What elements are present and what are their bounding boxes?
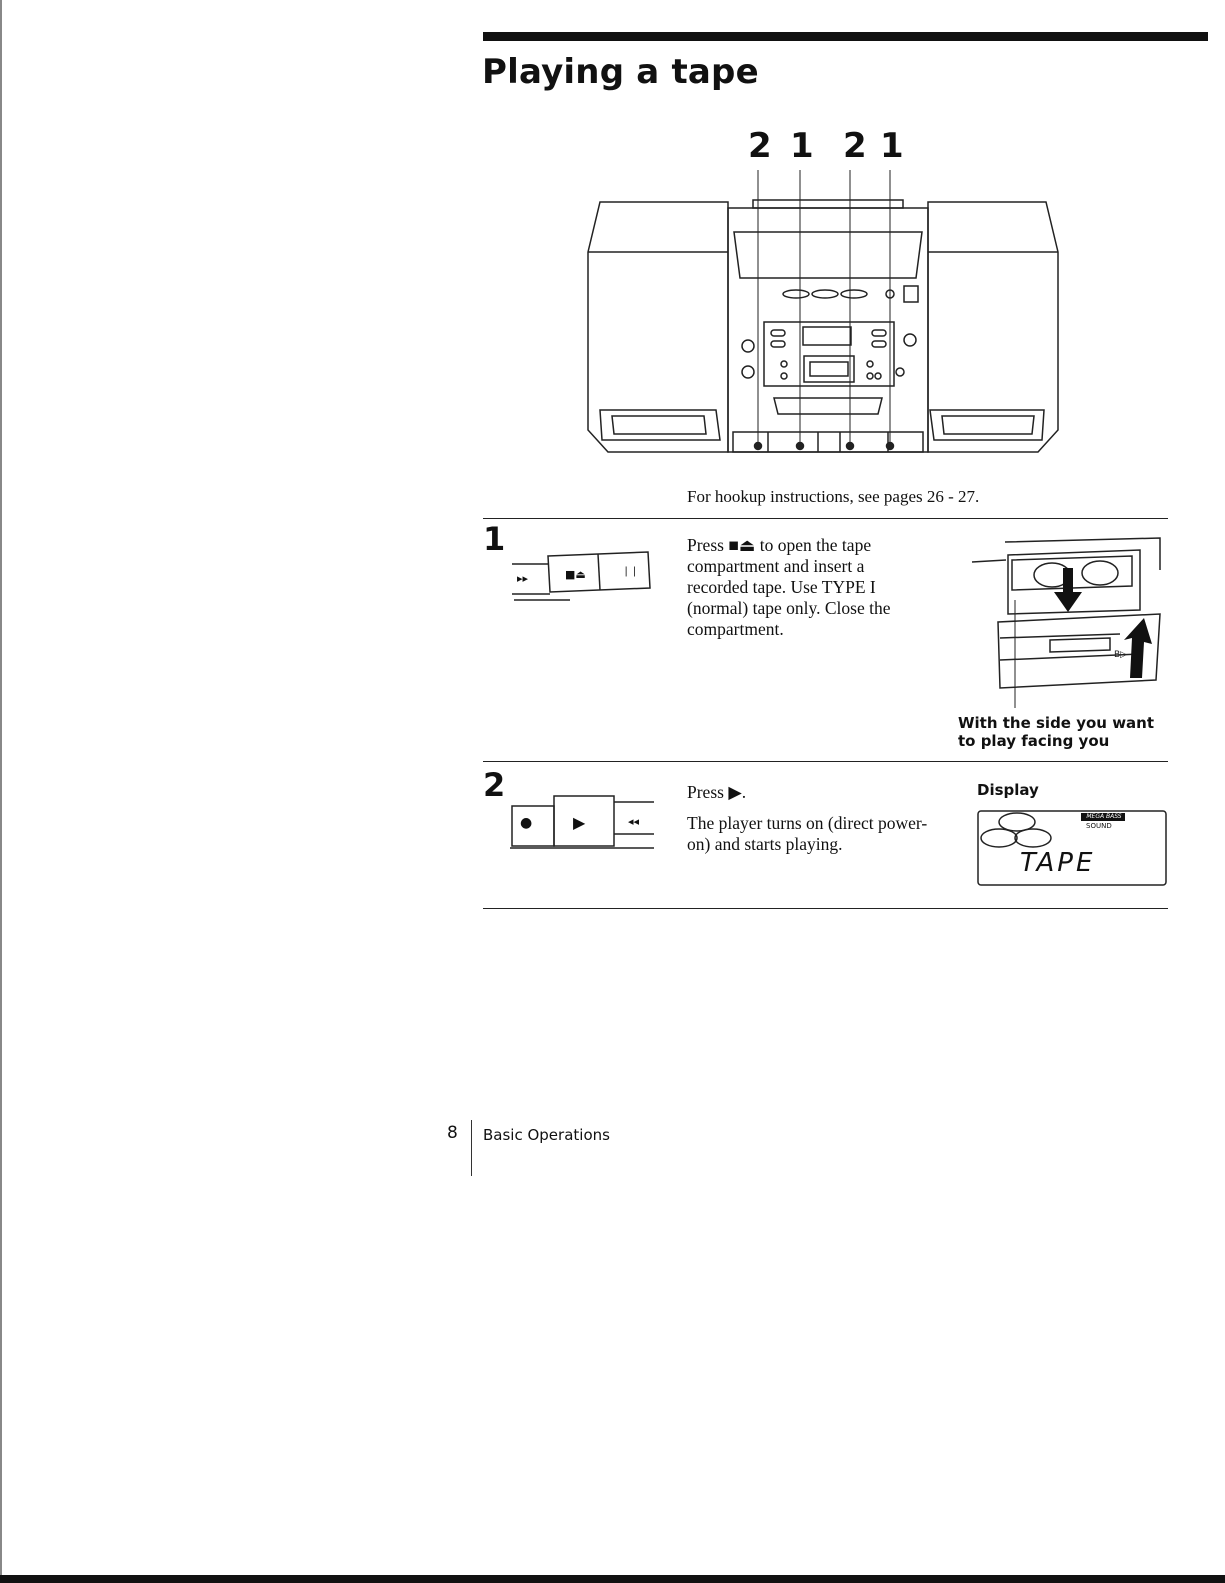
hookup-note: For hookup instructions, see pages 26 - 27. bbox=[687, 487, 980, 506]
cassette-caption: With the side you want to play facing you bbox=[958, 714, 1155, 750]
section-name: Basic Operations bbox=[483, 1126, 610, 1144]
title-rule bbox=[483, 32, 1208, 41]
display-label: Display bbox=[977, 781, 1039, 799]
step-1-text bbox=[687, 535, 927, 650]
rewind-button: ◂◂ bbox=[628, 815, 640, 828]
page-title: Playing a tape bbox=[482, 52, 759, 92]
step-paragraph: Press ■⏏ to open the tape compartment and insert a recorded tape. Use TYPE I (normal) tape only. Close the compartment. bbox=[687, 535, 891, 639]
footer-divider bbox=[471, 1120, 472, 1176]
sound-label: SOUND bbox=[1086, 822, 1112, 830]
cassette-insert-illustration bbox=[960, 530, 1170, 720]
step-number: 2 bbox=[483, 766, 506, 804]
mega-bass-badge: MEGA BASS bbox=[1086, 813, 1122, 820]
boombox-illustration bbox=[578, 160, 1068, 470]
step-2-text bbox=[687, 782, 937, 865]
play-button: ▶ bbox=[573, 813, 586, 832]
pause-button: ❘❘ bbox=[622, 566, 639, 577]
step-number: 1 bbox=[483, 520, 506, 558]
scan-bottom-edge bbox=[0, 1575, 1225, 1583]
callout-number: 1 bbox=[880, 126, 904, 166]
stop-eject-button: ■⏏ bbox=[565, 568, 586, 581]
divider bbox=[483, 518, 1168, 519]
step-paragraph: Press ▶. bbox=[687, 782, 747, 802]
divider bbox=[483, 761, 1168, 762]
callout-number: 1 bbox=[790, 126, 814, 166]
divider bbox=[483, 908, 1168, 909]
scan-left-edge bbox=[0, 0, 2, 1583]
page-number: 8 bbox=[447, 1123, 458, 1143]
step-paragraph: The player turns on (direct power-on) and starts playing. bbox=[687, 813, 928, 854]
fast-forward-button: ▸▸ bbox=[517, 572, 529, 585]
callout-number: 2 bbox=[748, 126, 772, 166]
callout-number: 2 bbox=[843, 126, 867, 166]
svg-text:B▷: B▷ bbox=[1114, 650, 1128, 660]
display-readout: TAPE bbox=[1020, 848, 1096, 878]
record-button: ● bbox=[520, 815, 533, 831]
